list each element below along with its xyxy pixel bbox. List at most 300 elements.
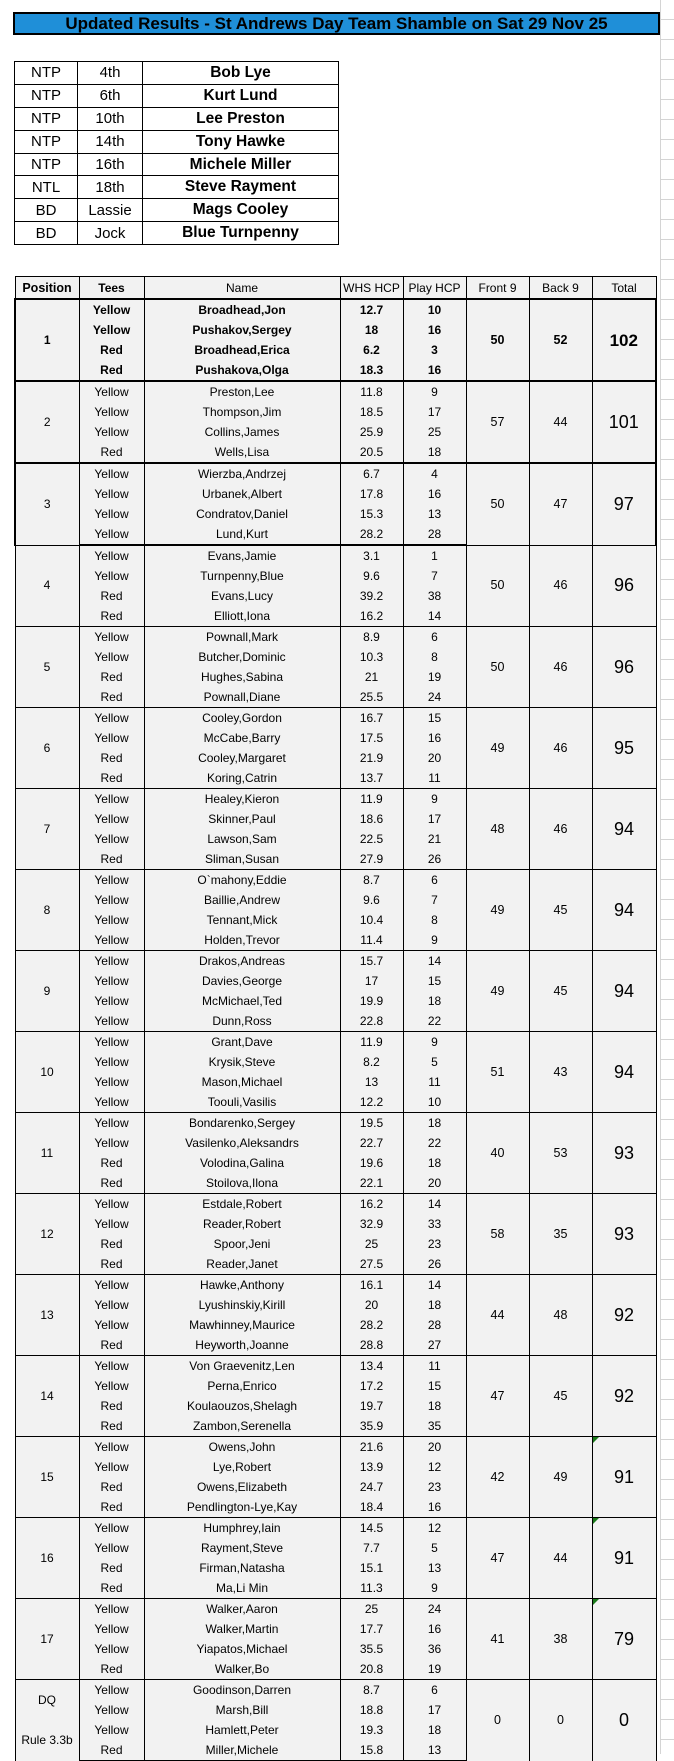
team-front-9[interactable]: 41 <box>466 1599 529 1680</box>
player-tees[interactable]: Yellow <box>79 1639 144 1659</box>
player-name[interactable]: McCabe,Barry <box>144 728 340 748</box>
team-front-9[interactable]: 58 <box>466 1194 529 1275</box>
team-total[interactable]: 92 <box>592 1275 656 1356</box>
player-tees[interactable]: Red <box>79 586 144 606</box>
player-whs-hcp[interactable]: 12.2 <box>340 1092 403 1113</box>
player-tees[interactable]: Yellow <box>79 566 144 586</box>
player-whs-hcp[interactable]: 18 <box>340 320 403 340</box>
player-play-hcp[interactable]: 18 <box>403 1295 466 1315</box>
player-play-hcp[interactable]: 9 <box>403 1032 466 1053</box>
team-back-9[interactable]: 46 <box>529 789 592 870</box>
award-hole[interactable]: 6th <box>78 84 143 107</box>
player-tees[interactable]: Yellow <box>79 789 144 810</box>
player-tees[interactable]: Red <box>79 687 144 708</box>
team-back-9[interactable]: 35 <box>529 1194 592 1275</box>
player-name[interactable]: Firman,Natasha <box>144 1558 340 1578</box>
player-tees[interactable]: Yellow <box>79 1113 144 1134</box>
player-play-hcp[interactable]: 17 <box>403 809 466 829</box>
player-play-hcp[interactable]: 33 <box>403 1214 466 1234</box>
player-play-hcp[interactable]: 21 <box>403 829 466 849</box>
team-back-9[interactable]: 45 <box>529 1356 592 1437</box>
player-name[interactable]: Krysik,Steve <box>144 1052 340 1072</box>
player-name[interactable]: Yiapatos,Michael <box>144 1639 340 1659</box>
player-play-hcp[interactable]: 8 <box>403 647 466 667</box>
team-total[interactable]: 95 <box>592 708 656 789</box>
player-tees[interactable]: Yellow <box>79 1720 144 1740</box>
player-name[interactable]: Walker,Martin <box>144 1619 340 1639</box>
player-whs-hcp[interactable]: 17.8 <box>340 484 403 504</box>
player-name[interactable]: Goodinson,Darren <box>144 1680 340 1701</box>
player-play-hcp[interactable]: 11 <box>403 768 466 789</box>
award-type[interactable]: NTP <box>15 107 78 130</box>
team-front-9[interactable]: 40 <box>466 1113 529 1194</box>
award-type[interactable]: NTP <box>15 153 78 176</box>
team-position[interactable]: 2 <box>15 381 79 463</box>
award-hole[interactable]: 4th <box>78 62 143 85</box>
player-play-hcp[interactable]: 11 <box>403 1072 466 1092</box>
player-play-hcp[interactable]: 3 <box>403 340 466 360</box>
player-whs-hcp[interactable]: 16.2 <box>340 606 403 627</box>
player-tees[interactable]: Red <box>79 442 144 463</box>
player-tees[interactable]: Yellow <box>79 890 144 910</box>
team-position[interactable]: 9 <box>15 951 79 1032</box>
award-winner[interactable]: Kurt Lund <box>143 84 339 107</box>
player-name[interactable]: Wells,Lisa <box>144 442 340 463</box>
player-whs-hcp[interactable]: 27.5 <box>340 1254 403 1275</box>
player-tees[interactable]: Red <box>79 748 144 768</box>
player-tees[interactable]: Yellow <box>79 1518 144 1539</box>
team-position[interactable]: 14 <box>15 1356 79 1437</box>
player-play-hcp[interactable]: 15 <box>403 971 466 991</box>
player-name[interactable]: Preston,Lee <box>144 381 340 402</box>
player-tees[interactable]: Yellow <box>79 381 144 402</box>
player-play-hcp[interactable]: 9 <box>403 381 466 402</box>
team-total[interactable]: 97 <box>592 463 656 545</box>
team-back-9[interactable]: 44 <box>529 381 592 463</box>
player-name[interactable]: Pendlington-Lye,Kay <box>144 1497 340 1518</box>
player-whs-hcp[interactable]: 19.9 <box>340 991 403 1011</box>
player-tees[interactable]: Yellow <box>79 708 144 729</box>
player-name[interactable]: Lund,Kurt <box>144 524 340 545</box>
player-whs-hcp[interactable]: 12.7 <box>340 299 403 320</box>
player-tees[interactable]: Red <box>79 768 144 789</box>
team-position[interactable]: 13 <box>15 1275 79 1356</box>
player-whs-hcp[interactable]: 18.4 <box>340 1497 403 1518</box>
player-whs-hcp[interactable]: 15.3 <box>340 504 403 524</box>
team-total[interactable]: 94 <box>592 789 656 870</box>
player-tees[interactable]: Yellow <box>79 1356 144 1377</box>
player-play-hcp[interactable]: 16 <box>403 320 466 340</box>
player-play-hcp[interactable]: 12 <box>403 1518 466 1539</box>
player-play-hcp[interactable]: 14 <box>403 1194 466 1215</box>
player-whs-hcp[interactable]: 21.6 <box>340 1437 403 1458</box>
player-name[interactable]: Hamlett,Peter <box>144 1720 340 1740</box>
team-position[interactable]: 12 <box>15 1194 79 1275</box>
player-whs-hcp[interactable]: 16.7 <box>340 708 403 729</box>
player-play-hcp[interactable]: 38 <box>403 586 466 606</box>
player-whs-hcp[interactable]: 28.8 <box>340 1335 403 1356</box>
player-play-hcp[interactable]: 7 <box>403 566 466 586</box>
player-whs-hcp[interactable]: 14.5 <box>340 1518 403 1539</box>
player-name[interactable]: Heyworth,Joanne <box>144 1335 340 1356</box>
team-position[interactable]: 17 <box>15 1599 79 1680</box>
player-tees[interactable]: Red <box>79 667 144 687</box>
team-front-9[interactable]: 50 <box>466 627 529 708</box>
team-total[interactable]: 93 <box>592 1194 656 1275</box>
player-tees[interactable]: Yellow <box>79 1619 144 1639</box>
player-tees[interactable]: Yellow <box>79 1295 144 1315</box>
player-whs-hcp[interactable]: 8.9 <box>340 627 403 648</box>
player-tees[interactable]: Yellow <box>79 1315 144 1335</box>
player-whs-hcp[interactable]: 39.2 <box>340 586 403 606</box>
player-name[interactable]: McMichael,Ted <box>144 991 340 1011</box>
player-play-hcp[interactable]: 24 <box>403 687 466 708</box>
player-name[interactable]: Bondarenko,Sergey <box>144 1113 340 1134</box>
player-whs-hcp[interactable]: 28.2 <box>340 1315 403 1335</box>
player-whs-hcp[interactable]: 10.4 <box>340 910 403 930</box>
player-whs-hcp[interactable]: 19.7 <box>340 1396 403 1416</box>
player-name[interactable]: Miller,Michele <box>144 1740 340 1761</box>
comment-indicator-icon[interactable] <box>593 1518 599 1524</box>
player-whs-hcp[interactable]: 22.8 <box>340 1011 403 1032</box>
player-tees[interactable]: Red <box>79 1477 144 1497</box>
player-name[interactable]: Mason,Michael <box>144 1072 340 1092</box>
player-play-hcp[interactable]: 25 <box>403 422 466 442</box>
team-position[interactable]: 15 <box>15 1437 79 1518</box>
player-name[interactable]: Collins,James <box>144 422 340 442</box>
player-name[interactable]: Estdale,Robert <box>144 1194 340 1215</box>
player-whs-hcp[interactable]: 16.2 <box>340 1194 403 1215</box>
player-name[interactable]: Koring,Catrin <box>144 768 340 789</box>
player-whs-hcp[interactable]: 15.7 <box>340 951 403 972</box>
player-whs-hcp[interactable]: 20.5 <box>340 442 403 463</box>
comment-indicator-icon[interactable] <box>593 1437 599 1443</box>
award-winner[interactable]: Michele Miller <box>143 153 339 176</box>
award-type[interactable]: BD <box>15 222 78 245</box>
player-name[interactable]: Cooley,Gordon <box>144 708 340 729</box>
player-tees[interactable]: Red <box>79 360 144 381</box>
player-name[interactable]: Ma,Li Min <box>144 1578 340 1599</box>
player-whs-hcp[interactable]: 22.7 <box>340 1133 403 1153</box>
team-total[interactable]: 101 <box>592 381 656 463</box>
player-whs-hcp[interactable]: 19.5 <box>340 1113 403 1134</box>
player-name[interactable]: Von Graevenitz,Len <box>144 1356 340 1377</box>
player-name[interactable]: Lyushinskiy,Kirill <box>144 1295 340 1315</box>
team-front-9[interactable]: 51 <box>466 1032 529 1113</box>
player-name[interactable]: Evans,Lucy <box>144 586 340 606</box>
player-tees[interactable]: Yellow <box>79 971 144 991</box>
award-type[interactable]: BD <box>15 199 78 222</box>
award-type[interactable]: NTL <box>15 176 78 199</box>
team-back-9[interactable]: 46 <box>529 545 592 627</box>
team-position[interactable]: 4 <box>15 545 79 627</box>
player-play-hcp[interactable]: 18 <box>403 442 466 463</box>
team-back-9[interactable]: 49 <box>529 1437 592 1518</box>
player-whs-hcp[interactable]: 17.7 <box>340 1619 403 1639</box>
team-back-9[interactable]: 53 <box>529 1113 592 1194</box>
team-total[interactable]: 96 <box>592 545 656 627</box>
player-play-hcp[interactable]: 5 <box>403 1052 466 1072</box>
player-name[interactable]: Owens,Elizabeth <box>144 1477 340 1497</box>
award-type[interactable]: NTP <box>15 84 78 107</box>
player-name[interactable]: Turnpenny,Blue <box>144 566 340 586</box>
player-name[interactable]: Skinner,Paul <box>144 809 340 829</box>
award-winner[interactable]: Steve Rayment <box>143 176 339 199</box>
player-play-hcp[interactable]: 5 <box>403 1538 466 1558</box>
player-name[interactable]: Dunn,Ross <box>144 1011 340 1032</box>
player-name[interactable]: Butcher,Dominic <box>144 647 340 667</box>
player-whs-hcp[interactable]: 6.7 <box>340 463 403 484</box>
team-total[interactable]: 0 <box>592 1680 656 1761</box>
player-name[interactable]: Pushakova,Olga <box>144 360 340 381</box>
player-tees[interactable]: Yellow <box>79 1032 144 1053</box>
player-whs-hcp[interactable]: 24.7 <box>340 1477 403 1497</box>
player-play-hcp[interactable]: 8 <box>403 910 466 930</box>
player-whs-hcp[interactable]: 18.3 <box>340 360 403 381</box>
player-play-hcp[interactable]: 13 <box>403 504 466 524</box>
player-tees[interactable]: Yellow <box>79 524 144 545</box>
player-tees[interactable]: Yellow <box>79 728 144 748</box>
player-name[interactable]: Stoilova,Ilona <box>144 1173 340 1194</box>
player-whs-hcp[interactable]: 11.9 <box>340 789 403 810</box>
team-total[interactable]: 91 <box>592 1518 656 1599</box>
award-hole[interactable]: 14th <box>78 130 143 153</box>
player-tees[interactable]: Yellow <box>79 299 144 320</box>
player-name[interactable]: Cooley,Margaret <box>144 748 340 768</box>
player-tees[interactable]: Yellow <box>79 870 144 891</box>
team-back-9[interactable]: 47 <box>529 463 592 545</box>
player-play-hcp[interactable]: 20 <box>403 1173 466 1194</box>
player-whs-hcp[interactable]: 13.4 <box>340 1356 403 1377</box>
player-tees[interactable]: Yellow <box>79 1599 144 1620</box>
player-name[interactable]: O`mahony,Eddie <box>144 870 340 891</box>
player-whs-hcp[interactable]: 17.2 <box>340 1376 403 1396</box>
player-tees[interactable]: Yellow <box>79 463 144 484</box>
player-tees[interactable]: Red <box>79 1234 144 1254</box>
team-front-9[interactable]: 50 <box>466 463 529 545</box>
player-name[interactable]: Pownall,Mark <box>144 627 340 648</box>
player-play-hcp[interactable]: 15 <box>403 708 466 729</box>
player-whs-hcp[interactable]: 18.8 <box>340 1700 403 1720</box>
team-position[interactable]: 7 <box>15 789 79 870</box>
player-play-hcp[interactable]: 20 <box>403 748 466 768</box>
player-tees[interactable]: Red <box>79 1416 144 1437</box>
player-whs-hcp[interactable]: 11.3 <box>340 1578 403 1599</box>
award-winner[interactable]: Tony Hawke <box>143 130 339 153</box>
team-total[interactable]: 91 <box>592 1437 656 1518</box>
player-play-hcp[interactable]: 13 <box>403 1558 466 1578</box>
player-tees[interactable]: Red <box>79 606 144 627</box>
team-position[interactable]: 16 <box>15 1518 79 1599</box>
player-whs-hcp[interactable]: 28.2 <box>340 524 403 545</box>
player-play-hcp[interactable]: 16 <box>403 1497 466 1518</box>
player-tees[interactable]: Yellow <box>79 930 144 951</box>
player-play-hcp[interactable]: 7 <box>403 890 466 910</box>
player-whs-hcp[interactable]: 3.1 <box>340 545 403 566</box>
player-play-hcp[interactable]: 24 <box>403 1599 466 1620</box>
comment-indicator-icon[interactable] <box>593 1599 599 1605</box>
player-whs-hcp[interactable]: 21.9 <box>340 748 403 768</box>
player-play-hcp[interactable]: 4 <box>403 463 466 484</box>
player-play-hcp[interactable]: 35 <box>403 1416 466 1437</box>
team-back-9[interactable]: 43 <box>529 1032 592 1113</box>
player-whs-hcp[interactable]: 13.7 <box>340 768 403 789</box>
award-hole[interactable]: Lassie <box>78 199 143 222</box>
player-whs-hcp[interactable]: 25 <box>340 1234 403 1254</box>
player-play-hcp[interactable]: 10 <box>403 299 466 320</box>
player-play-hcp[interactable]: 15 <box>403 1376 466 1396</box>
player-name[interactable]: Humphrey,Iain <box>144 1518 340 1539</box>
player-whs-hcp[interactable]: 9.6 <box>340 890 403 910</box>
player-whs-hcp[interactable]: 25.5 <box>340 687 403 708</box>
player-play-hcp[interactable]: 18 <box>403 1153 466 1173</box>
player-play-hcp[interactable]: 27 <box>403 1335 466 1356</box>
team-position[interactable]: 1 <box>15 299 79 381</box>
player-whs-hcp[interactable]: 7.7 <box>340 1538 403 1558</box>
team-front-9[interactable]: 48 <box>466 789 529 870</box>
player-name[interactable]: Wierzba,Andrzej <box>144 463 340 484</box>
team-total[interactable]: 94 <box>592 951 656 1032</box>
player-play-hcp[interactable]: 17 <box>403 1700 466 1720</box>
player-tees[interactable]: Yellow <box>79 1680 144 1701</box>
team-back-9[interactable]: 45 <box>529 870 592 951</box>
player-play-hcp[interactable]: 18 <box>403 1720 466 1740</box>
team-position[interactable]: 10 <box>15 1032 79 1113</box>
player-tees[interactable]: Yellow <box>79 809 144 829</box>
player-play-hcp[interactable]: 18 <box>403 1113 466 1134</box>
player-play-hcp[interactable]: 16 <box>403 728 466 748</box>
player-play-hcp[interactable]: 16 <box>403 1619 466 1639</box>
team-back-9[interactable]: 0 <box>529 1680 592 1761</box>
player-name[interactable]: Marsh,Bill <box>144 1700 340 1720</box>
player-tees[interactable]: Red <box>79 1254 144 1275</box>
team-back-9[interactable]: 45 <box>529 951 592 1032</box>
player-tees[interactable]: Yellow <box>79 1437 144 1458</box>
team-back-9[interactable]: 38 <box>529 1599 592 1680</box>
header-whs-hcp[interactable]: WHS HCP <box>340 277 403 300</box>
player-name[interactable]: Grant,Dave <box>144 1032 340 1053</box>
team-front-9[interactable]: 42 <box>466 1437 529 1518</box>
award-type[interactable]: NTP <box>15 62 78 85</box>
player-whs-hcp[interactable]: 18.5 <box>340 402 403 422</box>
player-whs-hcp[interactable]: 9.6 <box>340 566 403 586</box>
team-back-9[interactable]: 44 <box>529 1518 592 1599</box>
player-tees[interactable]: Yellow <box>79 484 144 504</box>
player-whs-hcp[interactable]: 15.8 <box>340 1740 403 1761</box>
player-tees[interactable]: Yellow <box>79 1133 144 1153</box>
player-tees[interactable]: Red <box>79 1153 144 1173</box>
player-tees[interactable]: Yellow <box>79 1275 144 1296</box>
player-tees[interactable]: Yellow <box>79 1214 144 1234</box>
team-back-9[interactable]: 48 <box>529 1275 592 1356</box>
player-whs-hcp[interactable]: 21 <box>340 667 403 687</box>
player-play-hcp[interactable]: 36 <box>403 1639 466 1659</box>
player-play-hcp[interactable]: 19 <box>403 667 466 687</box>
player-play-hcp[interactable]: 26 <box>403 849 466 870</box>
player-whs-hcp[interactable]: 32.9 <box>340 1214 403 1234</box>
player-play-hcp[interactable]: 11 <box>403 1356 466 1377</box>
player-name[interactable]: Tennant,Mick <box>144 910 340 930</box>
award-winner[interactable]: Lee Preston <box>143 107 339 130</box>
team-position[interactable] <box>15 1680 79 1761</box>
player-tees[interactable]: Red <box>79 1740 144 1761</box>
team-total[interactable]: 94 <box>592 870 656 951</box>
player-whs-hcp[interactable]: 6.2 <box>340 340 403 360</box>
player-whs-hcp[interactable]: 27.9 <box>340 849 403 870</box>
player-tees[interactable]: Yellow <box>79 1092 144 1113</box>
player-tees[interactable]: Red <box>79 1335 144 1356</box>
player-whs-hcp[interactable]: 16.1 <box>340 1275 403 1296</box>
award-hole[interactable]: 18th <box>78 176 143 199</box>
player-tees[interactable]: Red <box>79 1558 144 1578</box>
player-name[interactable]: Broadhead,Erica <box>144 340 340 360</box>
player-play-hcp[interactable]: 6 <box>403 627 466 648</box>
player-whs-hcp[interactable]: 18.6 <box>340 809 403 829</box>
player-tees[interactable]: Yellow <box>79 1194 144 1215</box>
player-play-hcp[interactable]: 16 <box>403 484 466 504</box>
player-name[interactable]: Walker,Aaron <box>144 1599 340 1620</box>
player-whs-hcp[interactable]: 13.9 <box>340 1457 403 1477</box>
player-name[interactable]: Owens,John <box>144 1437 340 1458</box>
player-tees[interactable]: Yellow <box>79 1538 144 1558</box>
header-position[interactable]: Position <box>15 277 79 300</box>
player-play-hcp[interactable]: 14 <box>403 1275 466 1296</box>
team-front-9[interactable]: 0 <box>466 1680 529 1761</box>
player-whs-hcp[interactable]: 11.4 <box>340 930 403 951</box>
player-name[interactable]: Walker,Bo <box>144 1659 340 1680</box>
player-name[interactable]: Lye,Robert <box>144 1457 340 1477</box>
player-play-hcp[interactable]: 14 <box>403 606 466 627</box>
player-play-hcp[interactable]: 17 <box>403 402 466 422</box>
player-whs-hcp[interactable]: 25.9 <box>340 422 403 442</box>
player-play-hcp[interactable]: 6 <box>403 1680 466 1701</box>
player-name[interactable]: Holden,Trevor <box>144 930 340 951</box>
team-total[interactable]: 102 <box>592 299 656 381</box>
team-back-9[interactable]: 46 <box>529 708 592 789</box>
player-tees[interactable]: Yellow <box>79 829 144 849</box>
player-play-hcp[interactable]: 16 <box>403 360 466 381</box>
player-tees[interactable]: Red <box>79 1497 144 1518</box>
player-tees[interactable]: Yellow <box>79 1072 144 1092</box>
player-name[interactable]: Elliott,Iona <box>144 606 340 627</box>
player-play-hcp[interactable]: 9 <box>403 1578 466 1599</box>
player-tees[interactable]: Yellow <box>79 1700 144 1720</box>
player-name[interactable]: Healey,Kieron <box>144 789 340 810</box>
player-play-hcp[interactable]: 20 <box>403 1437 466 1458</box>
team-front-9[interactable]: 49 <box>466 870 529 951</box>
player-play-hcp[interactable]: 13 <box>403 1740 466 1761</box>
player-name[interactable]: Rayment,Steve <box>144 1538 340 1558</box>
team-total[interactable]: 94 <box>592 1032 656 1113</box>
player-whs-hcp[interactable]: 10.3 <box>340 647 403 667</box>
header-front-9[interactable]: Front 9 <box>466 277 529 300</box>
player-name[interactable]: Zambon,Serenella <box>144 1416 340 1437</box>
header-back-9[interactable]: Back 9 <box>529 277 592 300</box>
player-whs-hcp[interactable]: 11.9 <box>340 1032 403 1053</box>
player-play-hcp[interactable]: 10 <box>403 1092 466 1113</box>
player-name[interactable]: Koulaouzos,Shelagh <box>144 1396 340 1416</box>
player-whs-hcp[interactable]: 19.6 <box>340 1153 403 1173</box>
player-whs-hcp[interactable]: 13 <box>340 1072 403 1092</box>
player-play-hcp[interactable]: 22 <box>403 1011 466 1032</box>
player-tees[interactable]: Yellow <box>79 910 144 930</box>
player-name[interactable]: Pushakov,Sergey <box>144 320 340 340</box>
player-name[interactable]: Spoor,Jeni <box>144 1234 340 1254</box>
player-tees[interactable]: Red <box>79 1578 144 1599</box>
player-whs-hcp[interactable]: 25 <box>340 1599 403 1620</box>
player-play-hcp[interactable]: 22 <box>403 1133 466 1153</box>
player-name[interactable]: Perna,Enrico <box>144 1376 340 1396</box>
